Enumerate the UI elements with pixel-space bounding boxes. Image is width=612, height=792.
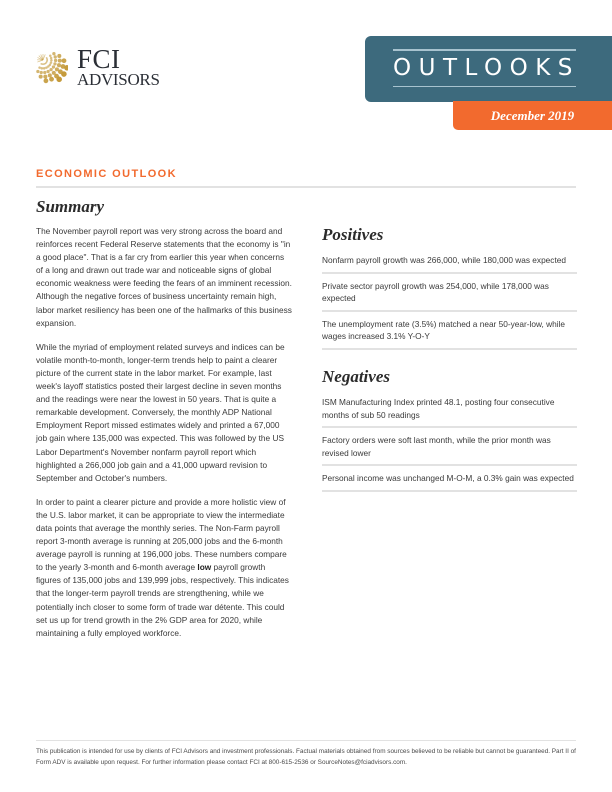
outlooks-banner (365, 36, 612, 102)
footer-divider (36, 740, 576, 741)
title-rule-top (393, 49, 576, 51)
positives-heading: Positives (322, 225, 384, 244)
issue-date-tab (453, 101, 612, 130)
negative-item: Factory orders were soft last month, while the prior month was revised lower (322, 434, 577, 466)
summary-heading: Summary (36, 197, 105, 216)
summary-paragraph: While the myriad of employment related surveys and indices can be volatile month-to-month, longer-term trends help to paint a clearer picture of the current state in the labor market. For example, last week's layoff statistics posted their largest decline in seven months and the readings were near the lowest in 50 years. That is quite a remarkable development. Conversely, the monthly ADP National Employment Report missed estimates widely and printed a 67,000 job gain where 135,000 was expected. This was followed by the US Labor Department's November nonfarm payroll report which highlighted a 266,000 job gain and a 41,000 upward revision to September and October's numbers. (36, 341, 285, 483)
negative-item: ISM Manufacturing Index printed 48.1, posting four consecutive months of sub 50 readings (322, 396, 577, 428)
logo-line-2: ADVISORS (77, 70, 160, 89)
logo-wordmark (77, 44, 160, 89)
positive-item: Nonfarm payroll growth was 266,000, while 180,000 was expected (322, 254, 577, 274)
negatives-heading: Negatives (322, 367, 390, 386)
paragraph-text: In order to paint a clearer picture and provide a more holistic view of the U.S. labor market, it can be appropriate to view the intermediate data points that average the monthly series. The Non-Farm payroll report 3-month average is running at 205,000 jobs and the 6-month average payroll is running at 196,000 jobs. These numbers compare to the yearly 3-month and 6-month average (36, 496, 287, 573)
globe-burst-icon (36, 52, 68, 84)
section-label: ECONOMIC OUTLOOK (36, 168, 177, 180)
fci-advisors-logo (36, 44, 160, 89)
summary-body (36, 225, 292, 651)
negatives-panel (322, 367, 577, 498)
positive-item: Private sector payroll growth was 254,000, while 178,000 was expected (322, 280, 577, 312)
positive-item: The unemployment rate (3.5%) matched a near 50-year-low, while wages increased 3.1% Y-O-Y (322, 318, 577, 350)
title-rule-bottom (393, 86, 576, 88)
positives-panel (322, 225, 577, 356)
footer-disclaimer: This publication is intended for use by clients of FCI Advisors and investment professionals. Factual materials obtained from sources believed to be reliable but cannot be guaranteed. Part II of Form ADV is available upon request. For further information please contact FCI at 800-615-2536 or SourceNotes@fciadvisors.com. (36, 748, 576, 766)
logo-line-1: FCI (77, 44, 121, 74)
negative-item: Personal income was unchanged M-O-M, a 0.3% gain was expected (322, 472, 577, 492)
outlooks-title-frame (393, 49, 580, 87)
publication-title: OUTLOOKS (393, 55, 580, 81)
emphasis-text: low (197, 562, 212, 573)
issue-date: December 2019 (490, 108, 575, 123)
summary-paragraph (36, 496, 292, 640)
section-divider (36, 186, 576, 188)
summary-paragraph: The November payroll report was very strong across the board and reinforces recent Federal Reserve statements that the economy is "in a good place". That is a far cry from earlier this year when concerns of a long and drawn out trade war and noticeable signs of global economic weakness were feeding the fears of an imminent recession. Although the negative forces of business uncertainty remain high, labor market resiliency has been one of the hallmarks of this business expansion. (36, 226, 292, 328)
paragraph-text: payroll growth figures of 135,000 jobs and 139,999 jobs, respectively. This indicates that the longer-term payroll trends are strengthening, while we potentially inch closer to some form of trade war détente. This could set us up for trend growth in the 2% GDP area for 2020, while maintaining a fully employed workforce. (36, 562, 289, 638)
